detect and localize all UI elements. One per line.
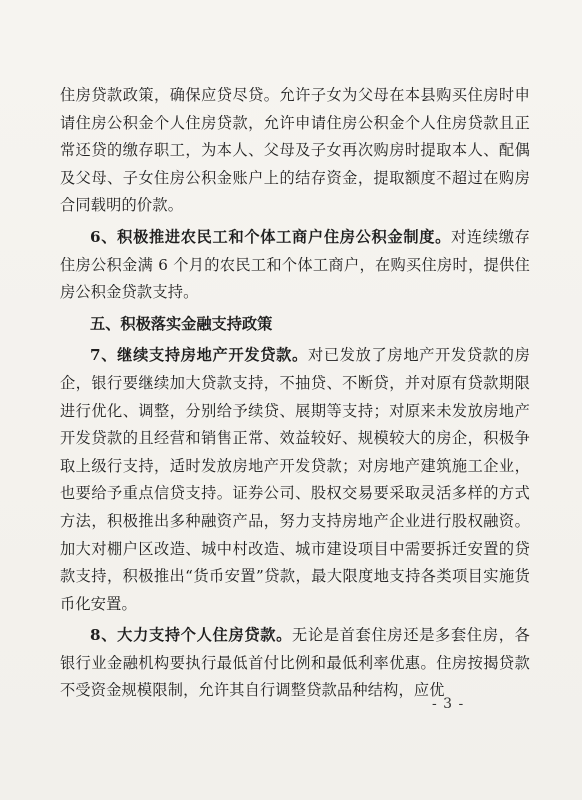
document-body xyxy=(60,82,530,709)
item-7-heading: 7、继续支持房地产开发贷款。 xyxy=(90,346,308,365)
paragraph-housing-loan-policy: 住房贷款政策，确保应贷尽贷。允许子女为父母在本县购买住房时申请住房公积金个人住房贷款，允许申请住房公积金个人住房贷款且正常还贷的缴存职工，为本人、父母及子女再次购房时提取本人、配偶及父母、子女住房公积金账户上的结存资金，提取额度不超过在购房合同载明的价款。 xyxy=(60,86,530,215)
paragraph-item-6 xyxy=(60,224,530,307)
section-heading-5: 五、积极落实金融支持政策 xyxy=(90,314,273,333)
item-7-body: 对已发放了房地产开发贷款的房企，银行要继续加大贷款支持，不抽贷、不断贷，并对原有贷款期限进行优化、调整，分别给予续贷、展期等支持；对原来未发放房地产开发贷款的且经营和销售正常、效益较好、规模较大的房企，积极争取上级行支持，适时发放房地产开发贷款；对房地产建筑施工企业，也要给予重点信贷支持。证券公司、股权交易要采取灵活多样的方式方法，积极推出多种融资产品，努力支持房地产企业进行股权融资。加大对棚户区改造、城中村改造、城市建设项目中需要拆迁安置的贷款支持，积极推出“货币安置”贷款，最大限度地支持各类项目实施货币化安置。 xyxy=(60,346,530,613)
paragraph-item-7 xyxy=(60,342,530,618)
item-6-body: 对连续缴存住房公积金满 6 个月的农民工和个体工商户，在购买住房时，提供住房公积金贷款支持。 xyxy=(60,227,531,302)
item-6-heading: 6、积极推进农民工和个体工商户住房公积金制度。 xyxy=(90,227,452,246)
page-number: - 3 - xyxy=(432,696,465,712)
item-8-heading: 8、大力支持个人住房贷款。 xyxy=(90,626,293,645)
item-8-body: 无论是首套住房还是多套住房，各银行业金融机构要执行最低首付比例和最低利率优惠。住房按揭贷款不受资金规模限制，允许其自行调整贷款品种结构，应优 xyxy=(60,626,530,700)
paragraph-item-8 xyxy=(60,622,530,705)
